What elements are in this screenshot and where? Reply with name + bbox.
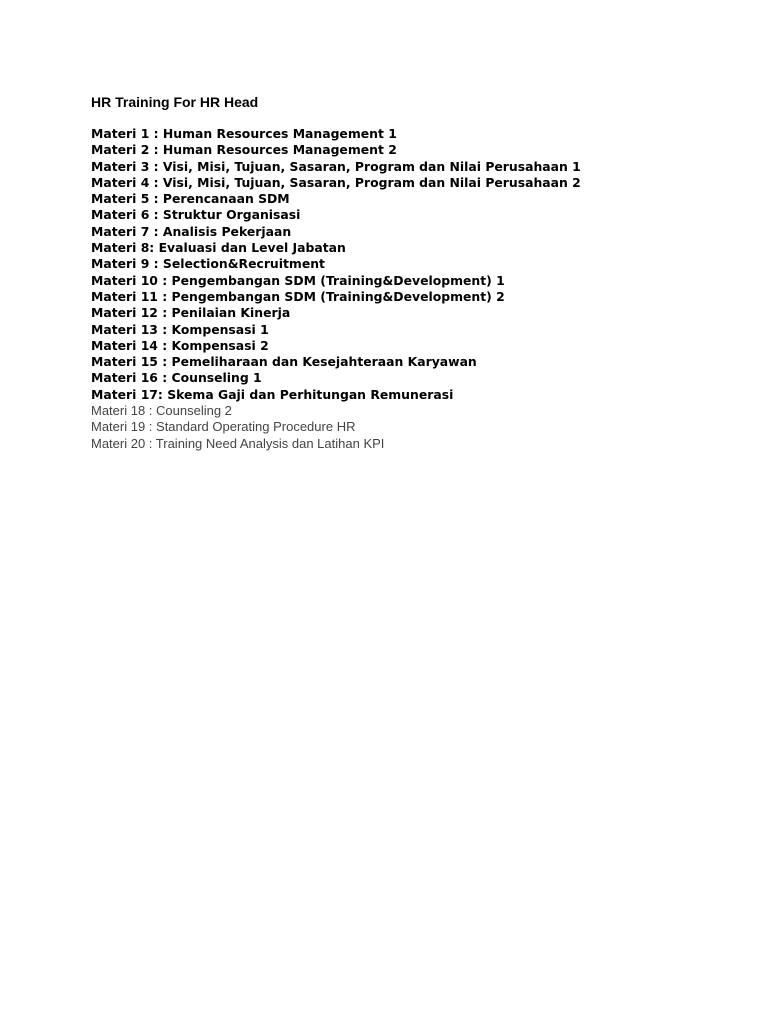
materi-item-14: Materi 14 : Kompensasi 2 — [91, 337, 269, 353]
materi-item-10: Materi 10 : Pengembangan SDM (Training&Development) 1 — [91, 272, 505, 288]
materi-item-16: Materi 16 : Counseling 1 — [91, 370, 262, 386]
materi-item-20: Materi 20 : Training Need Analysis dan Latihan KPI — [91, 435, 385, 451]
materi-item-9: Materi 9 : Selection&Recruitment — [91, 256, 325, 272]
materi-item-7: Materi 7 : Analisis Pekerjaan — [91, 223, 292, 239]
materi-item-5: Materi 5 : Perencanaan SDM — [91, 191, 290, 207]
materi-list — [91, 126, 581, 452]
materi-item-12: Materi 12 : Penilaian Kinerja — [91, 305, 291, 321]
materi-item-2: Materi 2 : Human Resources Management 2 — [91, 142, 397, 158]
materi-item-15: Materi 15 : Pemeliharaan dan Kesejahteraan Karyawan — [91, 354, 477, 370]
materi-item-19: Materi 19 : Standard Operating Procedure HR — [91, 419, 356, 435]
materi-item-1: Materi 1 : Human Resources Management 1 — [91, 126, 397, 141]
materi-item-18: Materi 18 : Counseling 2 — [91, 403, 232, 419]
materi-item-4: Materi 4 : Visi, Misi, Tujuan, Sasaran, Program dan Nilai Perusahaan 2 — [91, 174, 581, 190]
materi-item-8: Materi 8: Evaluasi dan Level Jabatan — [91, 240, 346, 256]
materi-item-11: Materi 11 : Pengembangan SDM (Training&Development) 2 — [91, 288, 505, 304]
materi-item-17: Materi 17: Skema Gaji dan Perhitungan Remunerasi — [91, 386, 454, 402]
materi-item-13: Materi 13 : Kompensasi 1 — [91, 321, 269, 337]
document-title: HR Training For HR Head — [91, 94, 259, 110]
materi-item-3: Materi 3 : Visi, Misi, Tujuan, Sasaran, Program dan Nilai Perusahaan 1 — [91, 158, 581, 174]
materi-item-6: Materi 6 : Struktur Organisasi — [91, 207, 301, 223]
